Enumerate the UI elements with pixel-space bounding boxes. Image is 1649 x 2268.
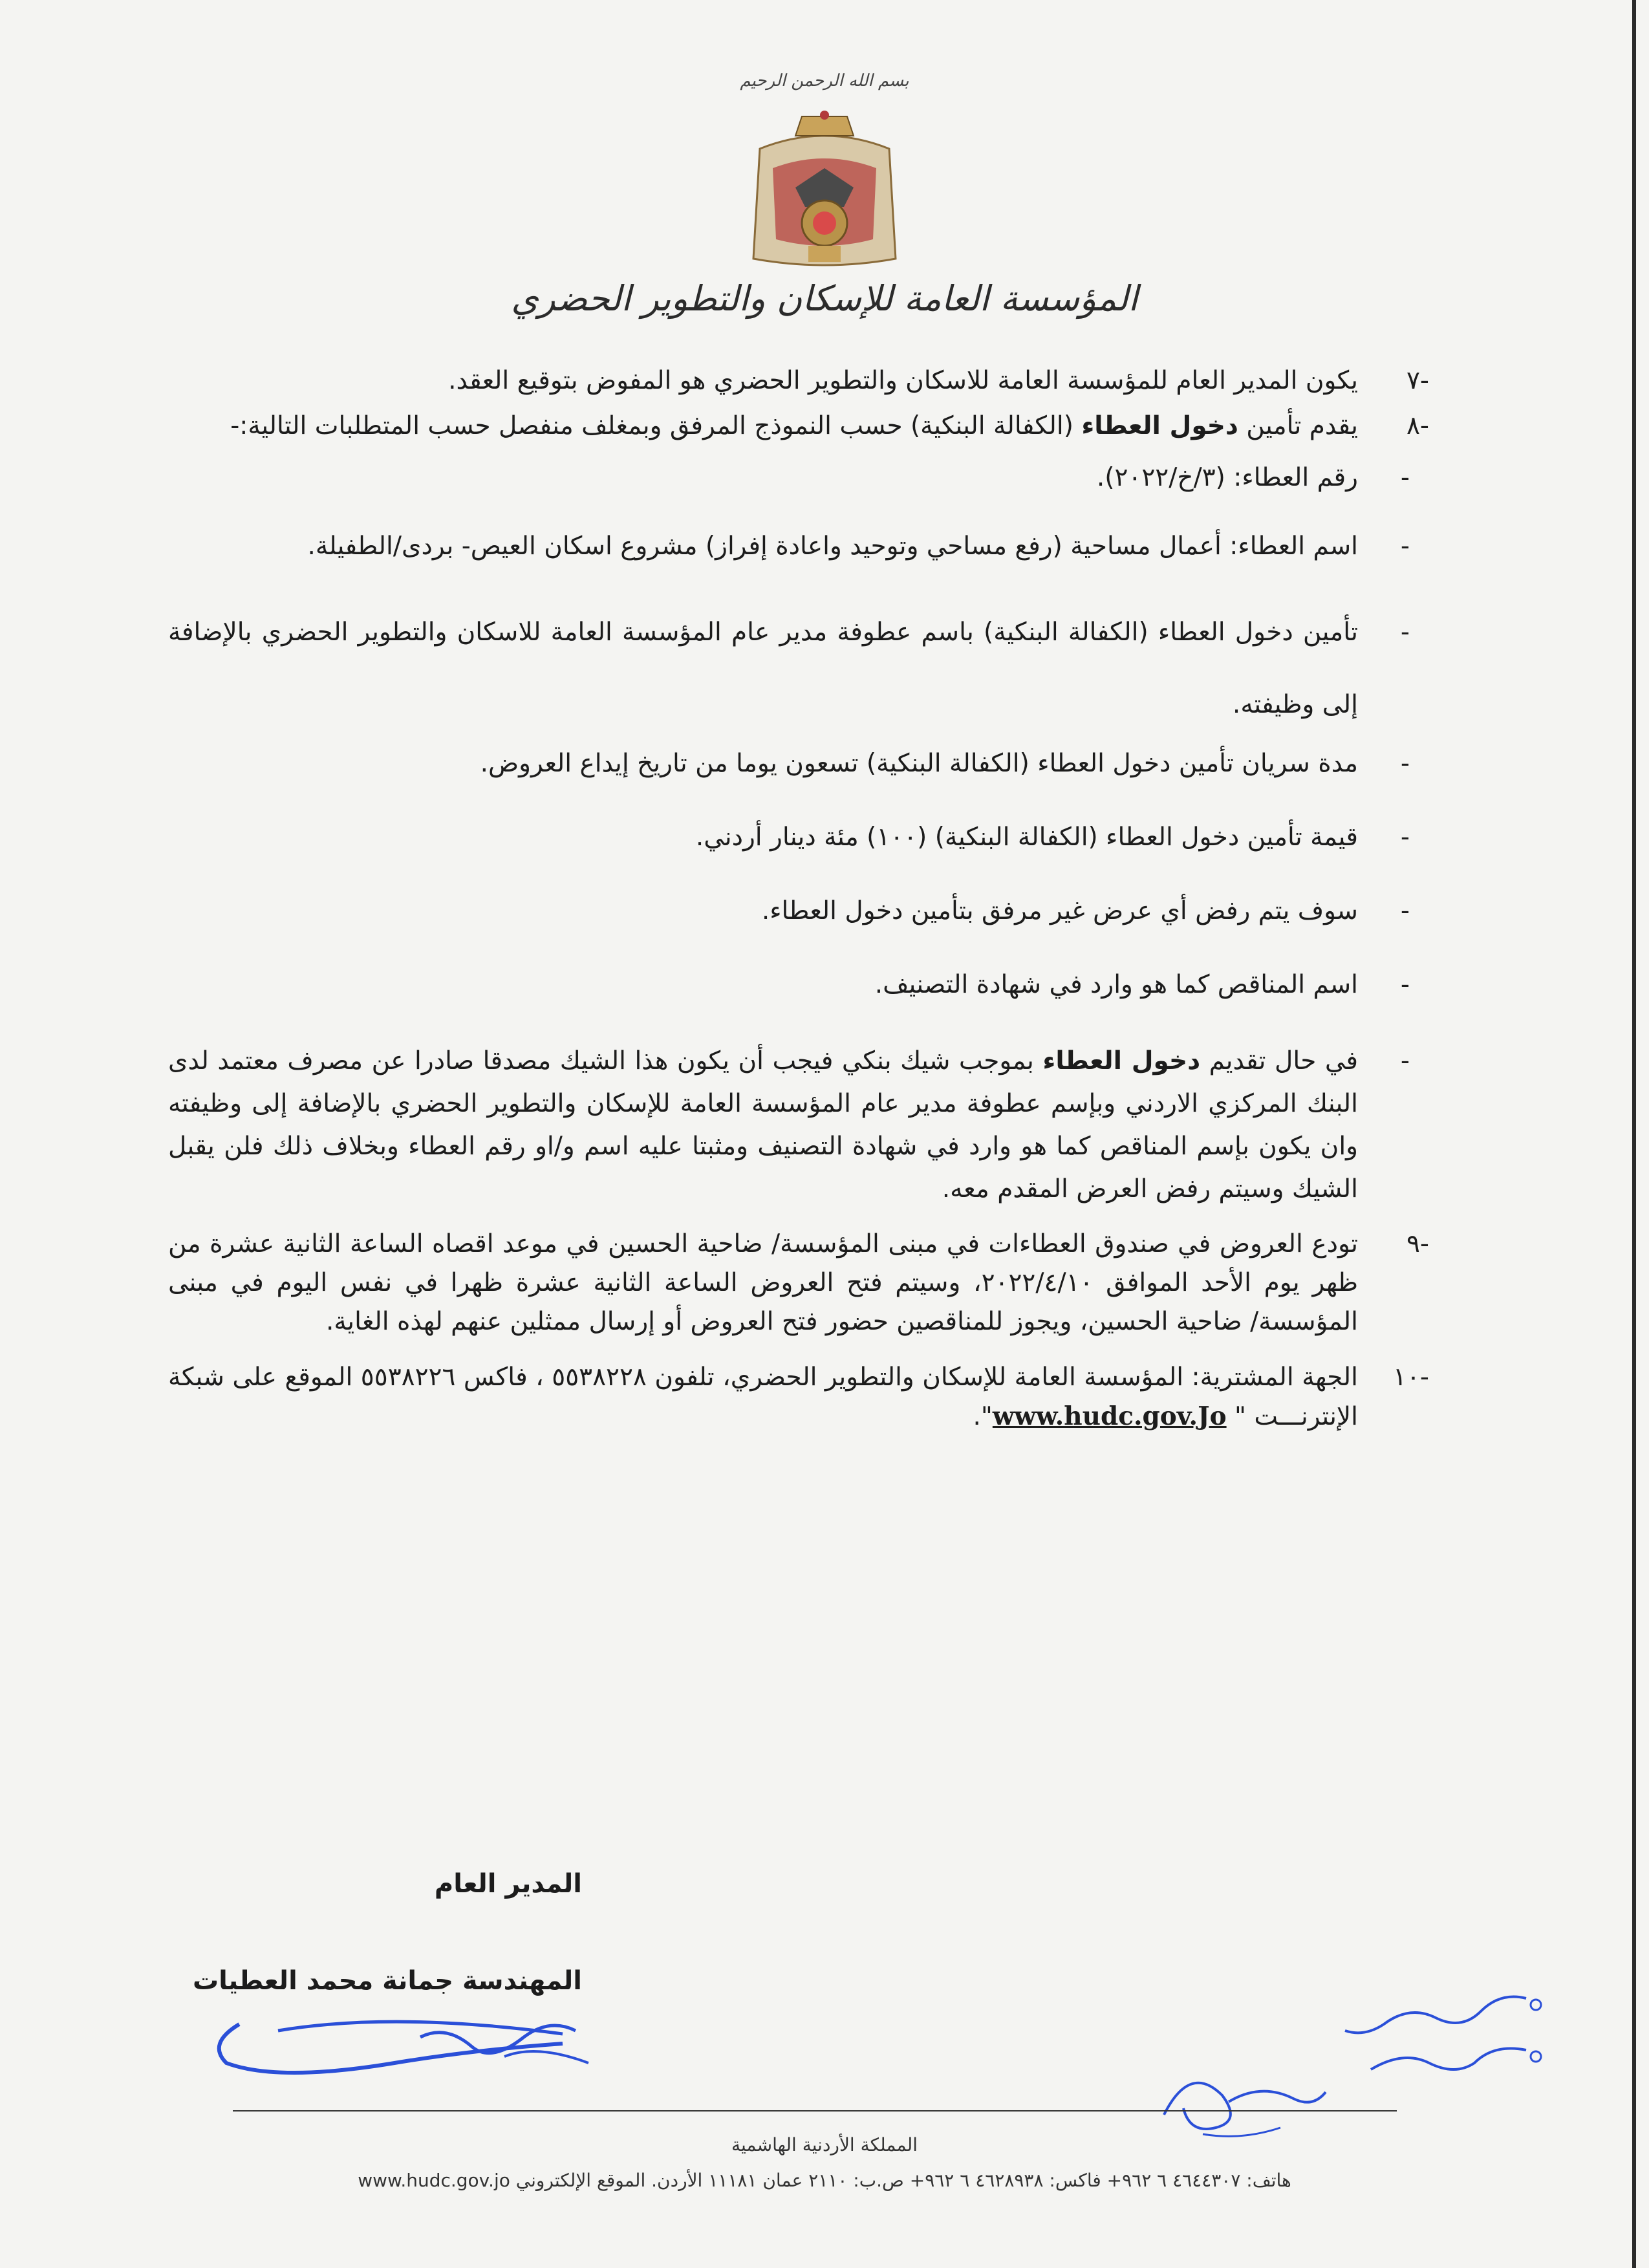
clause-number: -٨ — [1406, 411, 1429, 440]
basmala: بسم الله الرحمن الرحيم — [740, 71, 909, 91]
footer-country: المملكة الأردنية الهاشمية — [731, 2134, 918, 2155]
page-edge — [1632, 0, 1636, 2268]
clause-text-bold: دخول العطاء — [1081, 411, 1238, 440]
requirement-text: رقم العطاء: (٣/خ/٢٠٢٢). — [1096, 463, 1358, 492]
requirement-text: اسم المناقص كما هو وارد في شهادة التصنيف. — [874, 970, 1358, 999]
dash-bullet: - — [1400, 970, 1410, 999]
clause-text: يكون المدير العام للمؤسسة العامة للاسكان والتطوير الحضري هو المفوض بتوقيع العقد. — [448, 366, 1358, 395]
requirement-text: تأمين دخول العطاء (الكفالة البنكية) باسم عطوفة مدير عام المؤسسة العامة للاسكان والتطوير الحضري بالإضافة إلى وظيفته. — [168, 618, 1358, 719]
website-link[interactable]: www.hudc.gov.Jo — [992, 1401, 1227, 1431]
requirement-bidder-name — [168, 966, 1429, 1004]
document-body — [168, 362, 1429, 1444]
requirement-text: قيمة تأمين دخول العطاء (الكفالة البنكية) (١٠٠) مئة دينار أردني. — [695, 823, 1358, 852]
requirement-amount — [168, 819, 1429, 856]
dash-bullet: - — [1400, 749, 1410, 778]
clause-text: تودع العروض في صندوق العطاءات في مبنى المؤسسة/ ضاحية الحسين في موعد اقصاه الساعة الثانية عشرة من ظهر يوم الأحد الموافق ٢٠٢٢/٤/١٠، وسيتم فتح العروض الساعة الثانية عشرة ظهرا في نفس اليوم في مبنى المؤسسة/ ضاحية الحسين، ويجوز للمناقصين حضور فتح العروض أو إرسال ممثلين عنهم لهذه الغاية. — [168, 1229, 1358, 1336]
requirement-text: اسم العطاء: أعمال مساحية (رفع مساحي وتوحيد واعادة إفراز) مشروع اسكان العيص- بردى/الطفيلة. — [307, 532, 1358, 561]
jordan-coat-of-arms-icon — [734, 110, 915, 272]
requirement-tender-name — [168, 528, 1429, 565]
dash-bullet: - — [1400, 618, 1410, 647]
requirement-text-start: في حال تقديم — [1200, 1046, 1359, 1075]
requirement-validity — [168, 745, 1429, 783]
requirement-bank-cheque — [168, 1040, 1429, 1211]
clause-7 — [168, 362, 1429, 400]
requirement-guarantee-name — [168, 596, 1429, 741]
dash-bullet: - — [1400, 532, 1410, 561]
requirement-text: سوف يتم رفض أي عرض غير مرفق بتأمين دخول العطاء. — [761, 896, 1358, 925]
footer-divider — [233, 2110, 1397, 2111]
requirement-text-bold: دخول العطاء — [1042, 1046, 1201, 1075]
clause-8 — [168, 407, 1429, 445]
clause-number: -١٠ — [1393, 1363, 1429, 1392]
clause-number: -٧ — [1406, 366, 1429, 395]
clause-text-end: (الكفالة البنكية) حسب النموذج المرفق وبمغلف منفصل حسب المتطلبات التالية:- — [230, 411, 1082, 440]
organization-name: المؤسسة العامة للإسكان والتطوير الحضري — [511, 278, 1138, 319]
requirement-tender-number — [168, 459, 1429, 497]
handwritten-initials-icon — [1151, 2037, 1332, 2147]
dash-bullet: - — [1400, 463, 1410, 492]
requirement-text-end: بموجب شيك بنكي فيجب أن يكون هذا الشيك مصدقا صادرا عن مصرف معتمد لدى البنك المركزي الاردني وبإسم عطوفة مدير عام المؤسسة العامة للإسكان والتطوير الحضري بالإضافة إلى وظيفته وان يكون بإسم المناقص كما هو وارد في شهادة التصنيف ومثبتا عليه اسم و/او رقم العطاء وبخلاف ذلك فلن يقبل الشيك وسيتم رفض العرض المقدم معه. — [168, 1046, 1358, 1204]
dash-bullet: - — [1400, 823, 1410, 852]
dash-bullet: - — [1400, 896, 1410, 925]
clause-number: -٩ — [1406, 1229, 1429, 1258]
handwritten-notes-icon — [1332, 1979, 1552, 2095]
signatory-name: المهندسة جمانة محمد العطيات — [192, 1966, 582, 1996]
dash-bullet: - — [1400, 1046, 1410, 1075]
clause-text-close: ". — [973, 1402, 993, 1431]
handwritten-signature-icon — [200, 1985, 601, 2089]
clause-text: الجهة المشترية: المؤسسة العامة للإسكان والتطوير الحضري، تلفون ٥٥٣٨٢٢٨ ، فاكس ٥٥٣٨٢٢٦ الموقع على شبكة الإنترنـــت " — [168, 1363, 1359, 1431]
clause-10 — [168, 1358, 1429, 1436]
footer-contacts: هاتف: ٤٦٤٤٣٠٧ ٦ ٩٦٢+ فاكس: ٤٦٢٨٩٣٨ ٦ ٩٦٢+ ص.ب: ٢١١٠ عمان ١١١٨١ الأردن. الموقع الإلكتروني www.hudc.gov.jo — [358, 2170, 1291, 2191]
signatory-title: المدير العام — [434, 1869, 582, 1899]
requirement-rejection — [168, 892, 1429, 930]
clause-text-start: يقدم تأمين — [1238, 411, 1358, 440]
clause-9 — [168, 1225, 1429, 1341]
requirement-text: مدة سريان تأمين دخول العطاء (الكفالة البنكية) تسعون يوما من تاريخ إيداع العروض. — [480, 749, 1358, 778]
